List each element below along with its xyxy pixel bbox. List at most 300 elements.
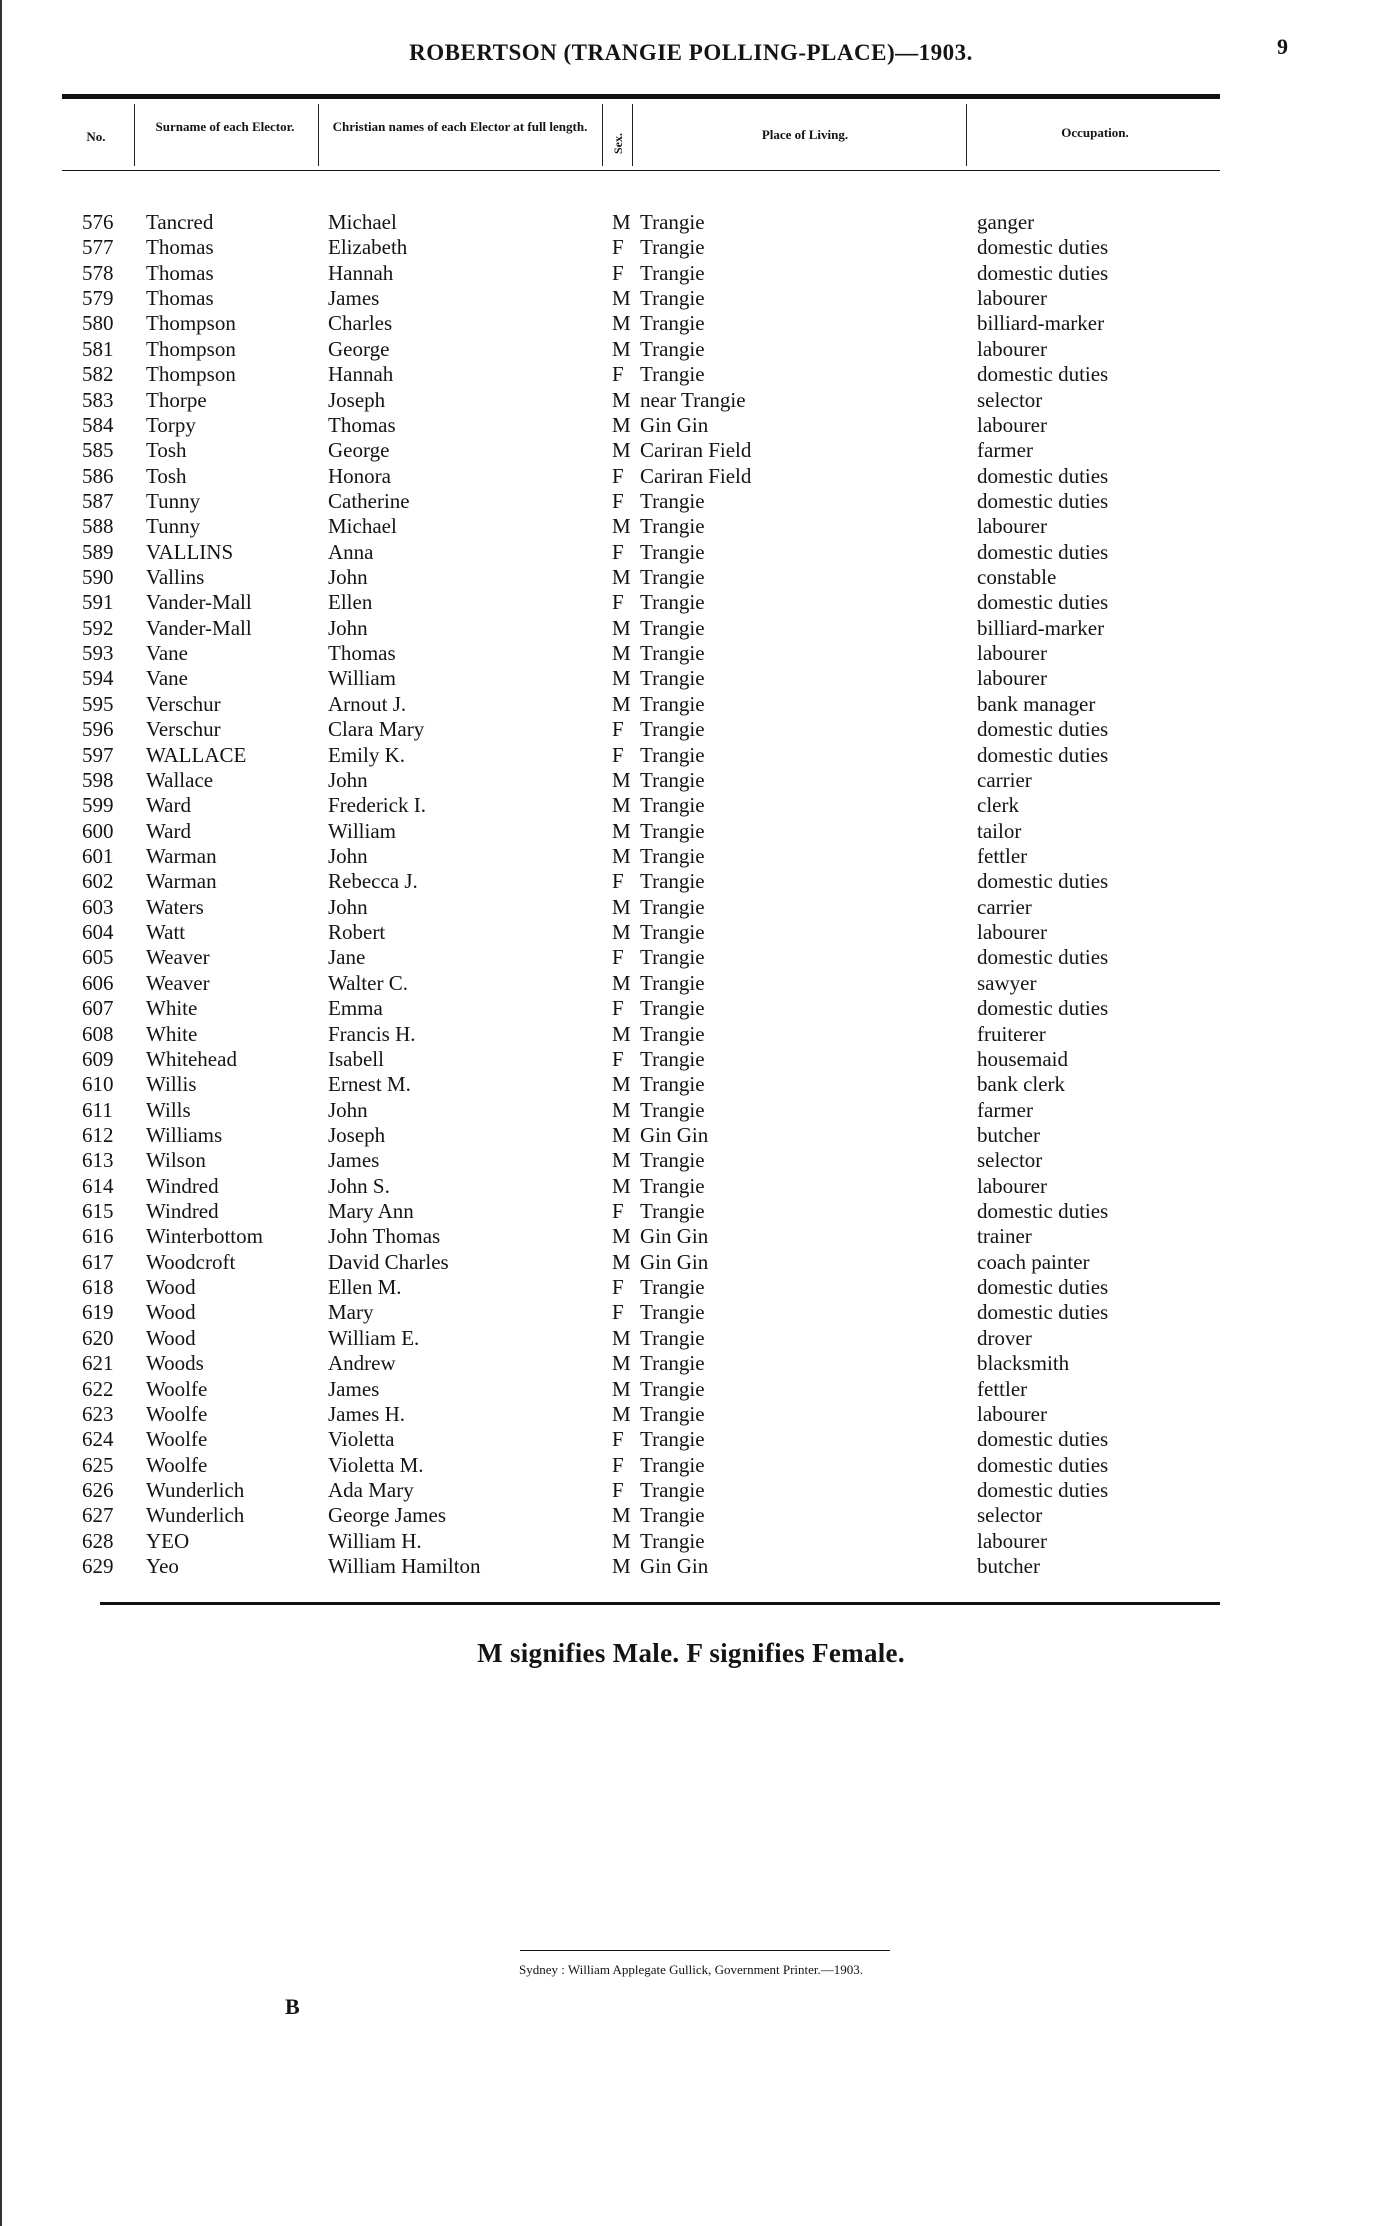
elector-sex: M	[612, 336, 631, 361]
elector-christian-names: George	[328, 336, 390, 361]
elector-place: Gin Gin	[640, 412, 709, 437]
elector-christian-names: Isabell	[328, 1046, 384, 1071]
elector-sex: M	[612, 210, 631, 234]
elector-number: 617	[82, 1249, 114, 1274]
elector-number: 591	[82, 590, 114, 615]
elector-place: Trangie	[640, 210, 705, 234]
elector-sex: F	[612, 362, 624, 387]
elector-christian-names: John	[328, 844, 368, 868]
elector-number: 613	[82, 1148, 114, 1173]
elector-christian-names: John	[328, 767, 368, 792]
table-row	[0, 1351, 1382, 1376]
elector-number: 620	[82, 1325, 114, 1350]
elector-surname: Woolfe	[146, 1401, 208, 1426]
elector-occupation: clerk	[977, 793, 1019, 818]
elector-place: Trangie	[640, 894, 705, 919]
elector-christian-names: James	[328, 1148, 380, 1173]
elector-place: Trangie	[640, 717, 705, 742]
elector-occupation: coach painter	[977, 1249, 1090, 1274]
elector-christian-names: John	[328, 894, 368, 919]
elector-sex: M	[612, 1376, 631, 1401]
elector-surname: Winterbottom	[146, 1224, 263, 1249]
elector-place: Cariran Field	[640, 438, 752, 463]
elector-occupation: labourer	[977, 920, 1047, 945]
elector-sex: M	[612, 1325, 631, 1350]
elector-occupation: selector	[977, 387, 1043, 412]
elector-place: Trangie	[640, 1148, 705, 1173]
elector-occupation: labourer	[977, 514, 1047, 539]
elector-christian-names: Mary	[328, 1300, 374, 1325]
table-row	[0, 210, 1382, 235]
elector-occupation: domestic duties	[977, 463, 1109, 488]
elector-occupation: domestic duties	[977, 1199, 1109, 1224]
table-row	[0, 1224, 1382, 1249]
elector-occupation: sawyer	[977, 970, 1037, 995]
table-row	[0, 844, 1382, 869]
table-row	[0, 1199, 1382, 1224]
elector-surname: Williams	[146, 1122, 223, 1147]
elector-occupation: domestic duties	[977, 1452, 1109, 1477]
elector-sex: M	[612, 412, 631, 437]
elector-number: 578	[82, 260, 114, 285]
elector-number: 583	[82, 387, 114, 412]
column-header-occupation: Occupation.	[1061, 125, 1129, 140]
table-row	[0, 1047, 1382, 1072]
elector-christian-names: William	[328, 666, 396, 691]
elector-occupation: labourer	[977, 286, 1047, 311]
elector-sex: F	[612, 539, 624, 564]
elector-number: 592	[82, 615, 114, 640]
elector-surname: Verschur	[146, 691, 221, 716]
elector-number: 622	[82, 1376, 114, 1401]
elector-occupation: fettler	[977, 1376, 1028, 1401]
elector-christian-names: Thomas	[328, 412, 396, 437]
table-row	[0, 996, 1382, 1021]
elector-occupation: selector	[977, 1148, 1043, 1173]
elector-christian-names: Violetta M.	[328, 1452, 424, 1477]
elector-place: Trangie	[640, 1021, 705, 1046]
elector-christian-names: William H.	[328, 1528, 422, 1553]
elector-surname: Thomas	[146, 286, 214, 311]
elector-surname: Weaver	[146, 970, 210, 995]
elector-surname: Whitehead	[146, 1046, 237, 1071]
column-header-surname: Surname of each Elector.	[155, 119, 295, 134]
elector-place: Trangie	[640, 996, 705, 1021]
elector-occupation: tailor	[977, 818, 1022, 843]
elector-sex: F	[612, 1046, 624, 1071]
elector-occupation: ganger	[977, 210, 1035, 234]
elector-sex: M	[612, 311, 631, 336]
elector-sex: M	[612, 920, 631, 945]
elector-place: Trangie	[640, 767, 705, 792]
elector-place: Gin Gin	[640, 1249, 709, 1274]
table-row	[0, 895, 1382, 920]
printer-imprint: Sydney : William Applegate Gullick, Government Printer.—1903.	[518, 1962, 864, 1977]
elector-sex: F	[612, 488, 624, 513]
elector-christian-names: John	[328, 565, 368, 590]
elector-occupation: domestic duties	[977, 869, 1109, 894]
table-row	[0, 286, 1382, 311]
elector-place: Trangie	[640, 1097, 705, 1122]
elector-number: 586	[82, 463, 114, 488]
elector-occupation: domestic duties	[977, 488, 1109, 513]
elector-christian-names: Anna	[328, 539, 374, 564]
table-row	[0, 819, 1382, 844]
elector-occupation: domestic duties	[977, 260, 1109, 285]
elector-occupation: domestic duties	[977, 742, 1109, 767]
elector-place: Trangie	[640, 1046, 705, 1071]
elector-sex: M	[612, 1148, 631, 1173]
elector-place: Trangie	[640, 1275, 705, 1300]
elector-place: Trangie	[640, 1325, 705, 1350]
elector-surname: Warman	[146, 844, 217, 868]
table-row	[0, 1529, 1382, 1554]
elector-sex: M	[612, 818, 631, 843]
elector-christian-names: William E.	[328, 1325, 420, 1350]
elector-christian-names: John	[328, 615, 368, 640]
elector-place: Trangie	[640, 1351, 705, 1376]
elector-surname: Woolfe	[146, 1376, 208, 1401]
table-bottom-rule	[100, 1602, 1220, 1605]
elector-surname: Tosh	[146, 438, 187, 463]
elector-sex: M	[612, 1097, 631, 1122]
elector-place: Trangie	[640, 945, 705, 970]
elector-number: 580	[82, 311, 114, 336]
elector-occupation: fruiterer	[977, 1021, 1046, 1046]
elector-surname: White	[146, 1021, 198, 1046]
elector-occupation: labourer	[977, 666, 1047, 691]
elector-occupation: farmer	[977, 1097, 1033, 1122]
elector-sex: M	[612, 1021, 631, 1046]
elector-christian-names: Emma	[328, 996, 383, 1021]
elector-sex: F	[612, 260, 624, 285]
elector-sex: F	[612, 1300, 624, 1325]
elector-surname: Yeo	[146, 1554, 179, 1579]
table-row	[0, 565, 1382, 590]
elector-sex: M	[612, 641, 631, 666]
elector-christian-names: John S.	[328, 1173, 390, 1198]
elector-sex: M	[612, 565, 631, 590]
elector-number: 598	[82, 767, 114, 792]
elector-number: 595	[82, 691, 114, 716]
elector-place: Cariran Field	[640, 463, 752, 488]
elector-occupation: labourer	[977, 641, 1047, 666]
elector-christian-names: Jane	[328, 945, 366, 970]
elector-number: 604	[82, 920, 114, 945]
elector-surname: Woods	[146, 1351, 204, 1376]
elector-surname: Wills	[146, 1097, 191, 1122]
elector-sex: M	[612, 1351, 631, 1376]
table-row	[0, 1174, 1382, 1199]
elector-surname: Thomas	[146, 260, 214, 285]
elector-place: Trangie	[640, 539, 705, 564]
elector-place: Trangie	[640, 514, 705, 539]
table-row	[0, 1554, 1382, 1579]
elector-surname: Warman	[146, 869, 217, 894]
elector-surname: Tunny	[146, 488, 201, 513]
elector-surname: Vallins	[146, 565, 205, 590]
table-row	[0, 1123, 1382, 1148]
elector-christian-names: Elizabeth	[328, 235, 408, 260]
elector-occupation: bank manager	[977, 691, 1096, 716]
elector-sex: M	[612, 514, 631, 539]
elector-sex: F	[612, 235, 624, 260]
table-row	[0, 1326, 1382, 1351]
elector-sex: M	[612, 387, 631, 412]
table-row	[0, 1148, 1382, 1173]
table-row	[0, 1478, 1382, 1503]
column-header-place: Place of Living.	[761, 127, 849, 142]
elector-occupation: domestic duties	[977, 1478, 1109, 1502]
elector-sex: F	[612, 742, 624, 767]
elector-occupation: domestic duties	[977, 717, 1109, 742]
elector-number: 610	[82, 1072, 114, 1097]
table-row	[0, 514, 1382, 539]
table-row	[0, 1503, 1382, 1528]
elector-occupation: blacksmith	[977, 1351, 1070, 1376]
elector-surname: Tosh	[146, 463, 187, 488]
elector-occupation: butcher	[977, 1554, 1040, 1579]
column-header-sex-wrap	[604, 124, 634, 164]
elector-sex: M	[612, 767, 631, 792]
elector-sex: M	[612, 1249, 631, 1274]
table-row	[0, 616, 1382, 641]
elector-place: Gin Gin	[640, 1554, 709, 1579]
elector-surname: Willis	[146, 1072, 197, 1097]
elector-number: 585	[82, 438, 114, 463]
elector-occupation: domestic duties	[977, 1275, 1109, 1300]
table-row	[0, 768, 1382, 793]
elector-surname: Thompson	[146, 336, 236, 361]
table-row	[0, 1275, 1382, 1300]
elector-christian-names: Ellen M.	[328, 1275, 402, 1300]
elector-place: Trangie	[640, 793, 705, 818]
elector-number: 618	[82, 1275, 114, 1300]
elector-number: 587	[82, 488, 114, 513]
elector-place: Trangie	[640, 336, 705, 361]
elector-christian-names: John Thomas	[328, 1224, 441, 1249]
elector-number: 600	[82, 818, 114, 843]
elector-place: Trangie	[640, 1199, 705, 1224]
signature-letter: B	[285, 1994, 300, 2019]
elector-surname: Waters	[146, 894, 204, 919]
elector-sex: M	[612, 438, 631, 463]
elector-surname: Vander-Mall	[146, 615, 252, 640]
elector-place: Trangie	[640, 742, 705, 767]
elector-occupation: fettler	[977, 844, 1028, 868]
elector-place: Trangie	[640, 260, 705, 285]
elector-surname: Thorpe	[146, 387, 207, 412]
elector-surname: Woolfe	[146, 1427, 208, 1452]
elector-christian-names: Joseph	[328, 1122, 386, 1147]
elector-place: Trangie	[640, 920, 705, 945]
elector-christian-names: Hannah	[328, 260, 394, 285]
elector-number: 609	[82, 1046, 114, 1071]
table-row	[0, 1453, 1382, 1478]
elector-surname: Weaver	[146, 945, 210, 970]
elector-surname: Thomas	[146, 235, 214, 260]
elector-surname: Wood	[146, 1325, 196, 1350]
printer-rule	[520, 1950, 890, 1951]
elector-occupation: farmer	[977, 438, 1033, 463]
elector-occupation: billiard-marker	[977, 311, 1105, 336]
elector-sex: F	[612, 717, 624, 742]
elector-sex: F	[612, 463, 624, 488]
elector-occupation: labourer	[977, 412, 1047, 437]
elector-surname: Windred	[146, 1173, 219, 1198]
elector-surname: Vane	[146, 641, 188, 666]
elector-number: 612	[82, 1122, 114, 1147]
elector-occupation: labourer	[977, 1528, 1047, 1553]
elector-place: Trangie	[640, 286, 705, 311]
elector-place: Trangie	[640, 970, 705, 995]
elector-occupation: domestic duties	[977, 996, 1109, 1021]
elector-christian-names: John	[328, 1097, 368, 1122]
table-row	[0, 413, 1382, 438]
elector-number: 588	[82, 514, 114, 539]
elector-sex: F	[612, 869, 624, 894]
elector-place: near Trangie	[640, 387, 746, 412]
table-row	[0, 311, 1382, 336]
elector-place: Trangie	[640, 1503, 705, 1528]
elector-place: Trangie	[640, 311, 705, 336]
elector-christian-names: Thomas	[328, 641, 396, 666]
elector-surname: Ward	[146, 793, 191, 818]
elector-number: 589	[82, 539, 114, 564]
elector-christian-names: Clara Mary	[328, 717, 425, 742]
elector-number: 624	[82, 1427, 114, 1452]
elector-number: 615	[82, 1199, 114, 1224]
elector-surname: Torpy	[146, 412, 196, 437]
elector-sex: M	[612, 894, 631, 919]
elector-surname: Ward	[146, 818, 191, 843]
elector-surname: Wilson	[146, 1148, 206, 1173]
elector-christian-names: Frederick I.	[328, 793, 426, 818]
header-bottom-rule	[62, 170, 1220, 171]
elector-sex: F	[612, 1478, 624, 1502]
elector-christian-names: James H.	[328, 1401, 405, 1426]
elector-number: 576	[82, 210, 114, 234]
elector-occupation: butcher	[977, 1122, 1040, 1147]
elector-place: Trangie	[640, 1427, 705, 1452]
table-row	[0, 1377, 1382, 1402]
elector-surname: Wood	[146, 1275, 196, 1300]
column-divider	[602, 104, 603, 166]
elector-place: Trangie	[640, 1173, 705, 1198]
elector-number: 582	[82, 362, 114, 387]
table-row	[0, 1022, 1382, 1047]
elector-surname: WALLACE	[146, 742, 247, 767]
elector-place: Trangie	[640, 869, 705, 894]
elector-occupation: carrier	[977, 894, 1032, 919]
elector-place: Trangie	[640, 235, 705, 260]
elector-number: 614	[82, 1173, 114, 1198]
elector-number: 597	[82, 742, 114, 767]
elector-place: Trangie	[640, 565, 705, 590]
elector-christian-names: William Hamilton	[328, 1554, 481, 1579]
elector-occupation: drover	[977, 1325, 1032, 1350]
elector-surname: Thompson	[146, 311, 236, 336]
table-row	[0, 717, 1382, 742]
elector-sex: M	[612, 1503, 631, 1528]
elector-sex: M	[612, 1528, 631, 1553]
elector-surname: Tunny	[146, 514, 201, 539]
elector-christian-names: David Charles	[328, 1249, 449, 1274]
elector-place: Trangie	[640, 1072, 705, 1097]
table-row	[0, 1402, 1382, 1427]
elector-place: Trangie	[640, 818, 705, 843]
elector-christian-names: William	[328, 818, 396, 843]
elector-surname: Wunderlich	[146, 1503, 245, 1528]
elector-christian-names: Arnout J.	[328, 691, 407, 716]
header-top-rule	[62, 94, 1220, 99]
table-row	[0, 641, 1382, 666]
elector-christian-names: Michael	[328, 514, 397, 539]
table-row	[0, 692, 1382, 717]
column-divider	[134, 104, 135, 166]
elector-occupation: carrier	[977, 767, 1032, 792]
elector-christian-names: Violetta	[328, 1427, 395, 1452]
elector-christian-names: James	[328, 1376, 380, 1401]
elector-number: 577	[82, 235, 114, 260]
elector-sex: F	[612, 1427, 624, 1452]
elector-number: 593	[82, 641, 114, 666]
elector-surname: Watt	[146, 920, 186, 945]
elector-occupation: domestic duties	[977, 945, 1109, 970]
elector-surname: Woodcroft	[146, 1249, 236, 1274]
elector-number: 625	[82, 1452, 114, 1477]
elector-place: Trangie	[640, 1376, 705, 1401]
elector-christian-names: Emily K.	[328, 742, 405, 767]
elector-number: 608	[82, 1021, 114, 1046]
elector-number: 628	[82, 1528, 114, 1553]
elector-place: Trangie	[640, 1300, 705, 1325]
elector-sex: M	[612, 1122, 631, 1147]
elector-occupation: labourer	[977, 1401, 1047, 1426]
table-row	[0, 261, 1382, 286]
table-row	[0, 743, 1382, 768]
elector-number: 596	[82, 717, 114, 742]
table-row	[0, 438, 1382, 463]
elector-place: Gin Gin	[640, 1224, 709, 1249]
elector-place: Trangie	[640, 362, 705, 387]
elector-number: 584	[82, 412, 114, 437]
elector-place: Trangie	[640, 488, 705, 513]
elector-sex: M	[612, 1554, 631, 1579]
elector-occupation: trainer	[977, 1224, 1032, 1249]
elector-number: 619	[82, 1300, 114, 1325]
elector-place: Trangie	[640, 590, 705, 615]
table-row	[0, 920, 1382, 945]
elector-sex: M	[612, 615, 631, 640]
elector-sex: M	[612, 844, 631, 868]
elector-sex: M	[612, 1224, 631, 1249]
table-row	[0, 1250, 1382, 1275]
elector-number: 623	[82, 1401, 114, 1426]
elector-occupation: bank clerk	[977, 1072, 1066, 1097]
elector-christian-names: Michael	[328, 210, 397, 234]
column-divider	[966, 104, 967, 166]
elector-occupation: billiard-marker	[977, 615, 1105, 640]
elector-occupation: domestic duties	[977, 1300, 1109, 1325]
elector-sex: M	[612, 1173, 631, 1198]
elector-number: 579	[82, 286, 114, 311]
elector-christian-names: Robert	[328, 920, 386, 945]
elector-surname: Wallace	[146, 767, 214, 792]
elector-occupation: labourer	[977, 336, 1047, 361]
elector-number: 627	[82, 1503, 114, 1528]
elector-sex: M	[612, 1401, 631, 1426]
